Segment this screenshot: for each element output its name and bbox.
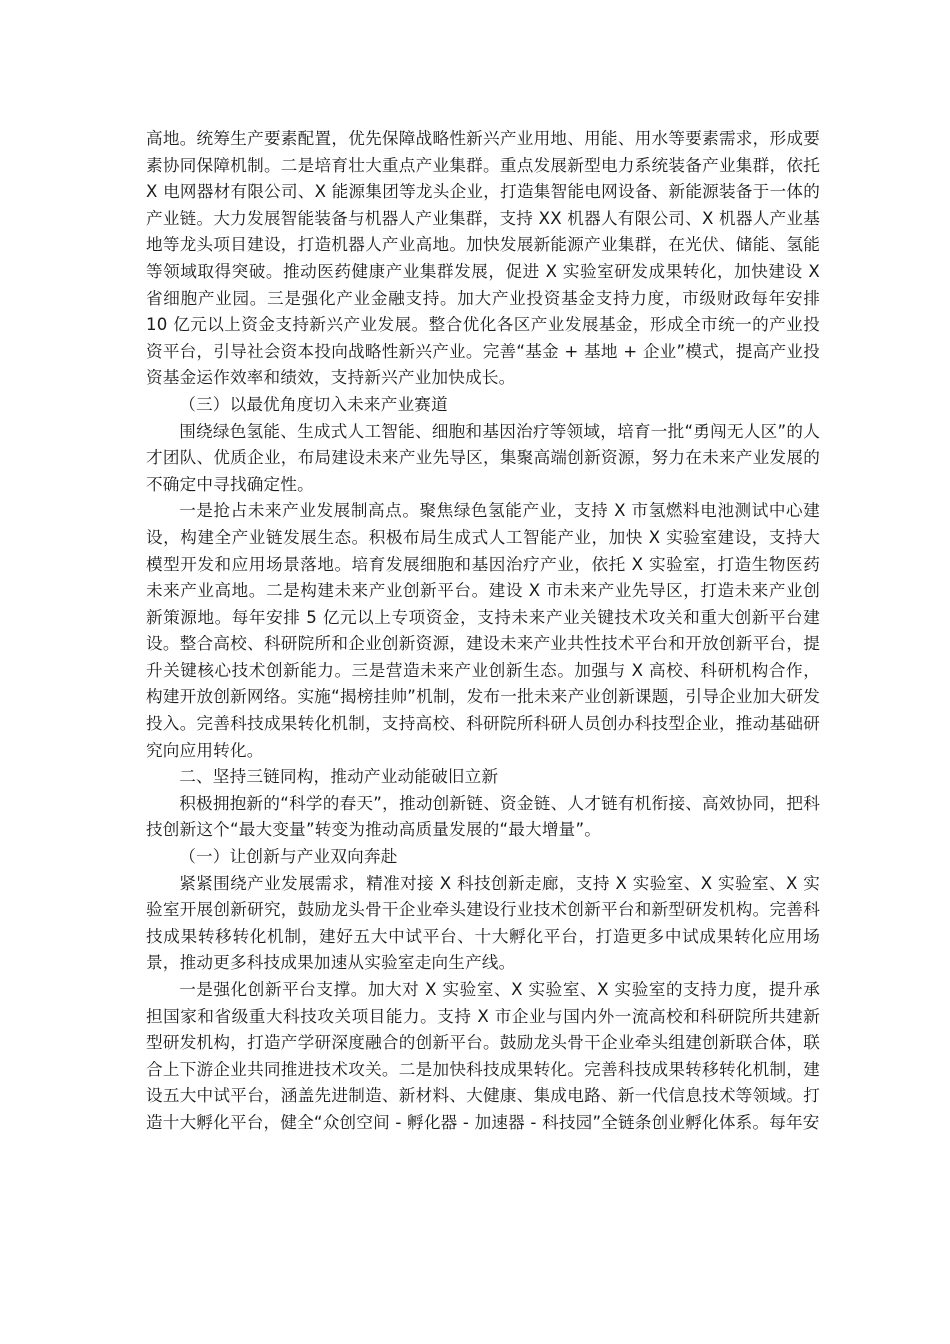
section-heading-innovation-industry: （一）让创新与产业双向奔赴 <box>179 847 398 867</box>
paragraph-three-chains-intro: 积极拥抱新的“科学的春天”，推动创新链、资金链、人才链有机衔接、高效协同，把科技创新这个“最大变量”转变为推动高质量发展的“最大增量”。 <box>146 793 820 840</box>
document-page <box>146 126 820 1137</box>
paragraph-industry-clusters: 高地。统筹生产要素配置，优先保障战略性新兴产业用地、用能、用水等要素需求，形成要素协同保障机制。二是培育壮大重点产业集群。重点发展新型电力系统装备产业集群，依托 X 电网器材有限公司、X 能源集团等龙头企业，打造集智能电网设备、新能源装备于一体的产业链。大力发展智能装备与机器人产业集群，支持 XX 机器人有限公司、X 机器人产业基地等龙头项目建设，打造机器人产业高地。加快发展新能源产业集群，在光伏、储能、氢能等领域取得突破。推动医药健康产业集群发展，促进 X 实验室研发成果转化，加快建设 X 省细胞产业园。三是强化产业金融支持。加大产业投资基金支持力度，市级财政每年安排 10 亿元以上资金支持新兴产业发展。整合优化各区产业发展基金，形成全市统一的产业投资平台，引导社会资本投向战略性新兴产业。完善“基金 + 基地 + 企业”模式，提高产业投资基金运作效率和绩效，支持新兴产业加快成长。 <box>146 129 820 388</box>
paragraph-future-industries-intro: 围绕绿色氢能、生成式人工智能、细胞和基因治疗等领域，培育一批“勇闯无人区”的人才团队、优质企业，布局建设未来产业先导区，集聚高端创新资源，努力在未来产业发展的不确定中寻找确定性。 <box>146 421 820 494</box>
chapter-heading-three-chains: 二、坚持三链同构，推动产业动能破旧立新 <box>179 767 499 787</box>
section-heading-future-industries: （三）以最优角度切入未来产业赛道 <box>179 394 448 414</box>
paragraph-innovation-industry-intro: 紧紧围绕产业发展需求，精准对接 X 科技创新走廊，支持 X 实验室、X 实验室、X 实验室开展创新研究，鼓励龙头骨干企业牵头建设行业技术创新平台和新型研发机构。完善科技成果转移转化机制，建好五大中试平台、十大孵化平台，打造更多中试成果转化应用场景，推动更多科技成果加速从实验室走向生产线。 <box>146 873 820 973</box>
paragraph-innovation-platform-measures: 一是强化创新平台支撑。加大对 X 实验室、X 实验室、X 实验室的支持力度，提升承担国家和省级重大科技攻关项目能力。支持 X 市企业与国内外一流高校和科研院所共建新型研发机构，打造产学研深度融合的创新平台。鼓励龙头骨干企业牵头组建创新联合体，联合上下游企业共同推进技术攻关。二是加快科技成果转化。完善科技成果转移转化机制，建设五大中试平台，涵盖先进制造、新材料、大健康、集成电路、新一代信息技术等领域。打造十大孵化平台，健全“众创空间 - 孵化器 - 加速器 - 科技园”全链条创业孵化体系。每年安 <box>146 980 820 1132</box>
paragraph-future-industries-measures: 一是抢占未来产业发展制高点。聚焦绿色氢能产业，支持 X 市氢燃料电池测试中心建设，构建全产业链发展生态。积极布局生成式人工智能产业，加快 X 实验室建设，支持大模型开发和应用场景落地。培育发展细胞和基因治疗产业，依托 X 实验室，打造生物医药未来产业高地。二是构建未来产业创新平台。建设 X 市未来产业先导区，打造未来产业创新策源地。每年安排 5 亿元以上专项资金，支持未来产业关键技术攻关和重大创新平台建设。整合高校、科研院所和企业创新资源，建设未来产业共性技术平台和开放创新平台，提升关键核心技术创新能力。三是营造未来产业创新生态。加强与 X 高校、科研机构合作，构建开放创新网络。实施“揭榜挂帅”机制，发布一批未来产业创新课题，引导企业加大研发投入。完善科技成果转化机制，支持高校、科研院所科研人员创办科技型企业，推动基础研究向应用转化。 <box>146 501 820 760</box>
